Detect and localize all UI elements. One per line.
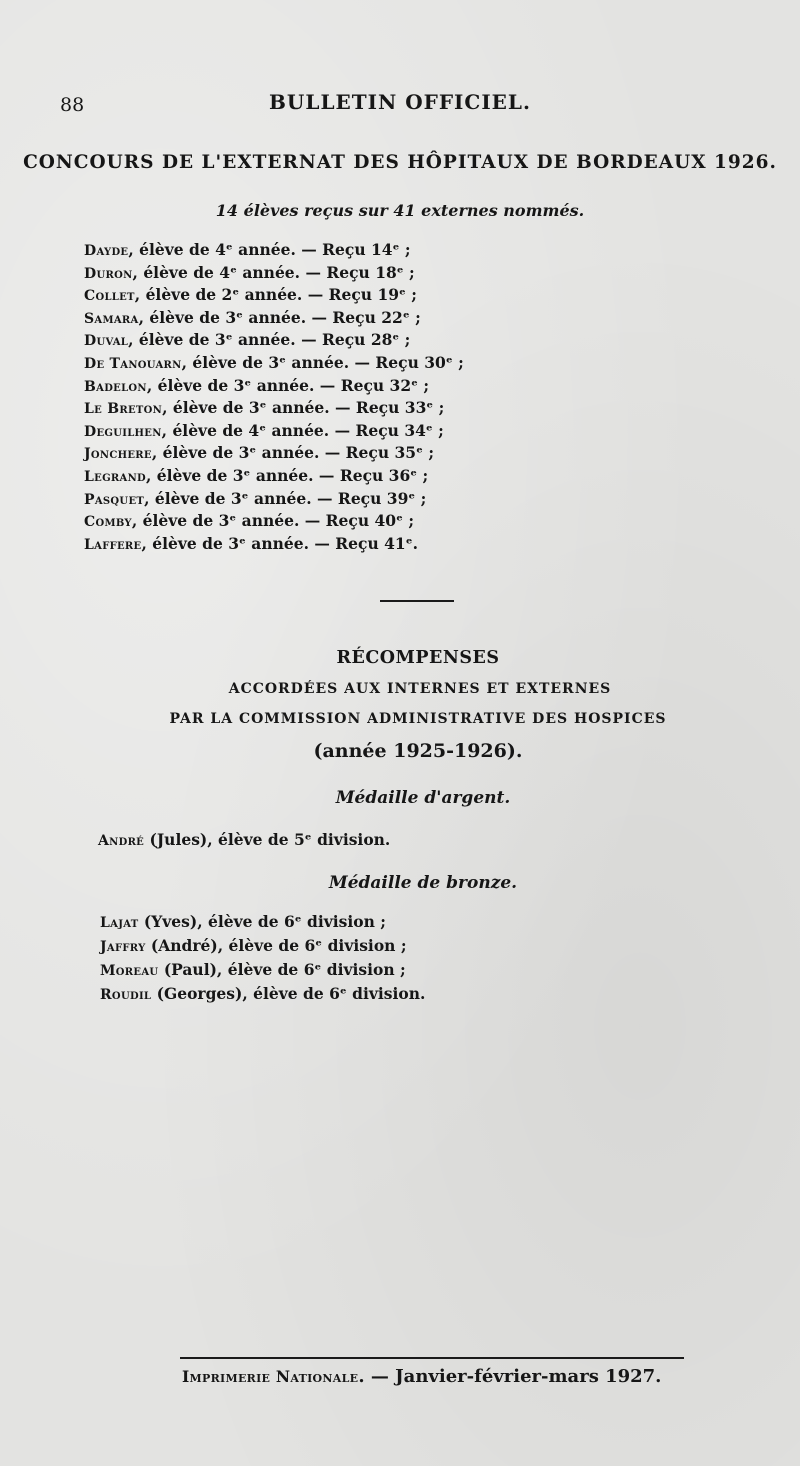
recipient-detail: (Georges), élève de 6ᵉ division. [151, 984, 426, 1003]
list-item [84, 376, 464, 399]
list-item [84, 263, 464, 286]
list-item [84, 466, 464, 489]
print-date: . — Janvier-février-mars 1927. [358, 1366, 662, 1387]
list-item [84, 511, 464, 534]
student-detail: , élève de 3ᵉ année. — Reçu 30ᵉ ; [181, 352, 464, 372]
list-item [100, 984, 425, 1008]
recipient-name: André [98, 833, 145, 849]
recipient-detail: (Paul), élève de 6ᵉ division ; [158, 960, 406, 979]
list-item [98, 830, 390, 849]
student-name: Dayde [84, 243, 129, 259]
imprint-footer [182, 1366, 661, 1387]
student-detail: , élève de 4ᵉ année. — Reçu 18ᵉ ; [132, 262, 415, 282]
student-name: Comby [84, 514, 132, 531]
student-detail: , élève de 3ᵉ année. — Reçu 40ᵉ ; [131, 511, 415, 531]
recipient-name: Lajat [100, 915, 139, 931]
student-detail: , élève de 4ᵉ année. — Reçu 14ᵉ ; [128, 240, 411, 259]
list-item [84, 443, 464, 466]
list-item [84, 285, 464, 308]
list-item [84, 240, 464, 263]
student-detail: , élève de 3ᵉ année. — Reçu 32ᵉ ; [146, 375, 430, 395]
bronze-recipient-list [100, 912, 425, 1008]
page-number: 88 [60, 94, 85, 116]
list-item [84, 398, 464, 421]
student-name: De Tanouarn [84, 355, 182, 372]
silver-medal-heading: Médaille d'argent. [335, 788, 511, 808]
footer-divider [180, 1357, 684, 1359]
concours-title: CONCOURS DE L'EXTERNAT DES HÔPITAUX DE BORDEAUX 1926. [23, 152, 777, 173]
student-name: Le Breton [84, 401, 163, 418]
bronze-medal-heading: Médaille de bronze. [328, 873, 518, 893]
student-name: Collet [84, 288, 135, 305]
student-detail: , élève de 3ᵉ année. — Reçu 39ᵉ ; [144, 488, 427, 508]
student-name: Laffere [84, 536, 142, 553]
list-item [100, 936, 425, 960]
list-item [84, 534, 464, 557]
recompenses-subtitle-1: ACCORDÉES AUX INTERNES ET EXTERNES [228, 681, 612, 697]
list-item [100, 912, 425, 936]
student-detail: , élève de 3ᵉ année. — Reçu 36ᵉ ; [146, 465, 429, 485]
student-detail: , élève de 2ᵉ année. — Reçu 19ᵉ ; [134, 285, 418, 305]
list-item [84, 421, 464, 444]
student-name: Duron [84, 265, 133, 282]
list-item [84, 308, 464, 331]
recipient-detail: (Yves), élève de 6ᵉ division ; [138, 912, 387, 931]
student-detail: , élève de 3ᵉ année. — Reçu 35ᵉ ; [151, 443, 435, 463]
running-title: BULLETIN OFFICIEL. [269, 90, 531, 114]
student-detail: , élève de 3ᵉ année. — Reçu 22ᵉ ; [138, 307, 421, 327]
student-name: Jonchere [84, 446, 152, 463]
student-name: Badelon [84, 378, 147, 395]
student-name: Legrand [84, 468, 146, 485]
recipient-name: Roudil [100, 987, 152, 1003]
student-detail: , élève de 3ᵉ année. — Reçu 28ᵉ ; [128, 330, 411, 350]
recipient-detail: (Jules), élève de 5ᵉ division. [144, 830, 391, 849]
student-name: Deguilhen [84, 423, 162, 440]
recipient-name: Jaffry [100, 939, 146, 955]
recompenses-subtitle-2: PAR LA COMMISSION ADMINISTRATIVE DES HOSPICES [169, 711, 667, 727]
student-detail: , élève de 4ᵉ année. — Reçu 34ᵉ ; [161, 420, 444, 440]
list-item [84, 330, 464, 353]
list-item [84, 489, 464, 512]
student-detail: , élève de 3ᵉ année. — Reçu 33ᵉ ; [162, 398, 445, 418]
concours-subtitle: 14 élèves reçus sur 41 externes nommés. [215, 201, 585, 220]
student-list [84, 240, 464, 556]
student-name: Samara [84, 310, 139, 327]
recompenses-title: RÉCOMPENSES [336, 648, 500, 668]
list-item [100, 960, 425, 984]
student-name: Pasquet [84, 491, 145, 508]
recipient-detail: (André), élève de 6ᵉ division ; [145, 936, 407, 955]
recipient-name: Moreau [100, 963, 159, 979]
student-name: Duval [84, 333, 129, 350]
printer-name: Imprimerie Nationale [182, 1367, 359, 1386]
list-item [84, 353, 464, 376]
section-divider [380, 600, 454, 602]
student-detail: , élève de 3ᵉ année. — Reçu 41ᵉ. [141, 533, 418, 553]
recompenses-year: (année 1925-1926). [313, 740, 523, 762]
